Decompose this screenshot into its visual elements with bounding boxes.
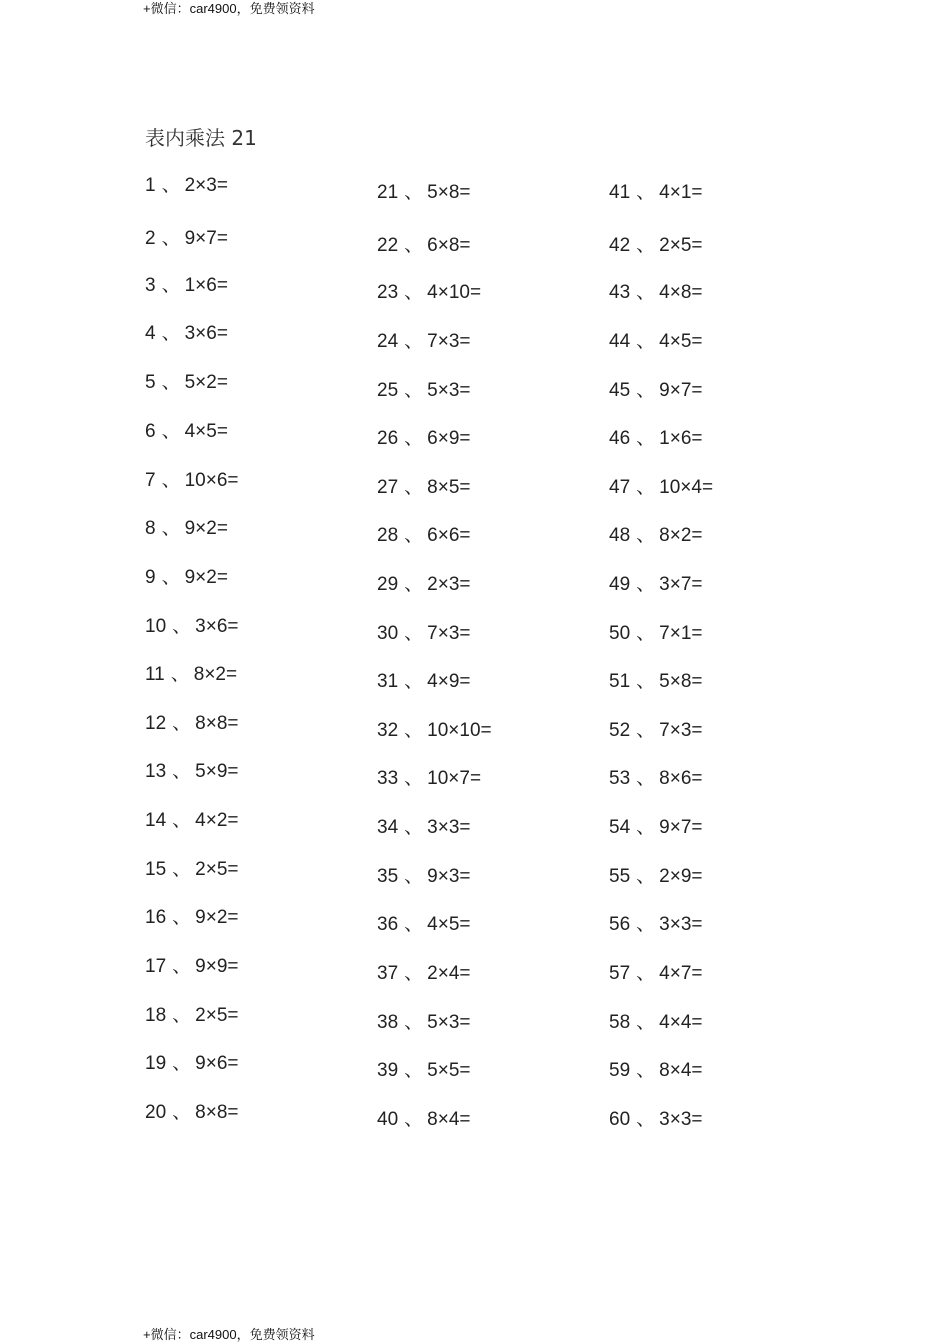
problem-item bbox=[145, 420, 228, 444]
problem-expression: 7×3= bbox=[427, 331, 471, 352]
problem-expression: 8×2= bbox=[193, 664, 238, 685]
problem-expression: 4×10= bbox=[427, 282, 482, 303]
problem-separator: 、 bbox=[404, 235, 424, 256]
problem-expression: 9×2= bbox=[184, 567, 228, 588]
problem-number: 41 bbox=[609, 182, 631, 203]
problem-separator: 、 bbox=[404, 380, 424, 401]
problem-separator: 、 bbox=[161, 228, 181, 249]
problem-item bbox=[145, 322, 228, 346]
problem-separator: 、 bbox=[636, 914, 656, 935]
problem-expression: 10×7= bbox=[427, 768, 482, 789]
problem-item bbox=[145, 371, 228, 395]
problem-item bbox=[377, 524, 470, 548]
problem-separator: 、 bbox=[161, 372, 181, 393]
problem-expression: 8×5= bbox=[427, 477, 471, 498]
problem-expression: 5×2= bbox=[184, 372, 228, 393]
problem-number: 58 bbox=[609, 1012, 631, 1033]
problem-expression: 2×9= bbox=[659, 866, 703, 887]
problem-number: 2 bbox=[145, 228, 156, 249]
problem-separator: 、 bbox=[161, 567, 181, 588]
watermark-footer: +微信：car4900，免费领资料 bbox=[143, 1327, 315, 1342]
problem-expression: 8×8= bbox=[195, 713, 239, 734]
problem-separator: 、 bbox=[170, 664, 190, 685]
problem-expression: 1×6= bbox=[184, 275, 228, 296]
problem-item bbox=[609, 816, 702, 840]
problem-number: 20 bbox=[145, 1102, 167, 1123]
problem-item bbox=[145, 274, 228, 298]
problem-separator: 、 bbox=[404, 914, 424, 935]
problem-item bbox=[377, 670, 470, 694]
problem-item bbox=[145, 760, 238, 784]
problem-separator: 、 bbox=[636, 963, 656, 984]
problem-number: 15 bbox=[145, 859, 167, 880]
problem-number: 28 bbox=[377, 525, 399, 546]
problem-number: 26 bbox=[377, 428, 399, 449]
problem-expression: 2×5= bbox=[195, 1005, 239, 1026]
problem-separator: 、 bbox=[161, 275, 181, 296]
problem-separator: 、 bbox=[172, 1005, 192, 1026]
problem-separator: 、 bbox=[636, 671, 656, 692]
problem-number: 38 bbox=[377, 1012, 399, 1033]
problem-expression: 4×9= bbox=[427, 671, 471, 692]
problem-separator: 、 bbox=[161, 470, 181, 491]
problem-separator: 、 bbox=[636, 768, 656, 789]
problem-expression: 3×3= bbox=[659, 914, 703, 935]
problem-number: 13 bbox=[145, 761, 167, 782]
problem-separator: 、 bbox=[404, 525, 424, 546]
problem-item bbox=[145, 227, 228, 251]
problem-separator: 、 bbox=[404, 817, 424, 838]
problem-item bbox=[609, 767, 702, 791]
problem-number: 49 bbox=[609, 574, 631, 595]
problem-expression: 8×8= bbox=[195, 1102, 239, 1123]
worksheet-title: 表内乘法 21 bbox=[145, 126, 257, 150]
problem-number: 24 bbox=[377, 331, 399, 352]
problem-number: 21 bbox=[377, 182, 399, 203]
problem-expression: 4×5= bbox=[427, 914, 471, 935]
problem-separator: 、 bbox=[636, 235, 656, 256]
problem-item bbox=[377, 573, 470, 597]
problem-item bbox=[609, 719, 702, 743]
problem-number: 18 bbox=[145, 1005, 167, 1026]
problem-item bbox=[145, 469, 239, 493]
problem-item bbox=[377, 816, 470, 840]
problem-item bbox=[609, 330, 702, 354]
problem-separator: 、 bbox=[172, 713, 192, 734]
problem-expression: 5×5= bbox=[427, 1060, 471, 1081]
problem-item bbox=[145, 712, 238, 736]
problem-expression: 3×3= bbox=[659, 1109, 703, 1130]
problem-separator: 、 bbox=[404, 331, 424, 352]
problem-number: 3 bbox=[145, 275, 156, 296]
problem-expression: 6×8= bbox=[427, 235, 471, 256]
problem-number: 51 bbox=[609, 671, 631, 692]
problem-number: 16 bbox=[145, 907, 167, 928]
problem-item bbox=[377, 913, 470, 937]
problem-number: 37 bbox=[377, 963, 399, 984]
problem-separator: 、 bbox=[404, 1012, 424, 1033]
problem-separator: 、 bbox=[636, 817, 656, 838]
problem-separator: 、 bbox=[161, 175, 181, 196]
problem-expression: 10×4= bbox=[659, 477, 714, 498]
problem-expression: 2×3= bbox=[427, 574, 471, 595]
problem-separator: 、 bbox=[404, 720, 424, 741]
problem-separator: 、 bbox=[636, 428, 656, 449]
problem-item bbox=[609, 181, 702, 205]
problem-expression: 9×7= bbox=[659, 380, 703, 401]
problem-separator: 、 bbox=[161, 323, 181, 344]
problem-separator: 、 bbox=[172, 1102, 192, 1123]
problem-separator: 、 bbox=[172, 956, 192, 977]
problem-separator: 、 bbox=[636, 525, 656, 546]
problem-item bbox=[145, 1004, 238, 1028]
problem-item bbox=[145, 809, 238, 833]
problem-item bbox=[609, 913, 702, 937]
problem-expression: 4×5= bbox=[659, 331, 703, 352]
problem-separator: 、 bbox=[172, 1053, 192, 1074]
problem-item bbox=[145, 663, 237, 687]
problem-item bbox=[609, 622, 702, 646]
problem-expression: 8×2= bbox=[659, 525, 703, 546]
problem-expression: 9×2= bbox=[195, 907, 239, 928]
problem-number: 45 bbox=[609, 380, 631, 401]
problem-expression: 2×5= bbox=[659, 235, 703, 256]
problem-number: 43 bbox=[609, 282, 631, 303]
problem-item bbox=[609, 1059, 702, 1083]
problem-separator: 、 bbox=[404, 182, 424, 203]
problem-expression: 8×4= bbox=[659, 1060, 703, 1081]
problem-item bbox=[377, 622, 470, 646]
problem-expression: 4×4= bbox=[659, 1012, 703, 1033]
problem-expression: 3×6= bbox=[195, 616, 239, 637]
problem-separator: 、 bbox=[636, 574, 656, 595]
problem-item bbox=[377, 234, 470, 258]
problem-number: 22 bbox=[377, 235, 399, 256]
problem-expression: 7×3= bbox=[659, 720, 703, 741]
problem-item bbox=[377, 865, 470, 889]
problem-number: 11 bbox=[145, 664, 165, 685]
problem-item bbox=[145, 517, 228, 541]
problem-item bbox=[145, 615, 238, 639]
problem-expression: 7×1= bbox=[659, 623, 703, 644]
problem-number: 33 bbox=[377, 768, 399, 789]
problem-number: 50 bbox=[609, 623, 631, 644]
problem-separator: 、 bbox=[404, 428, 424, 449]
problem-separator: 、 bbox=[636, 720, 656, 741]
problem-separator: 、 bbox=[404, 1109, 424, 1130]
problem-number: 60 bbox=[609, 1109, 631, 1130]
problem-number: 34 bbox=[377, 817, 399, 838]
problem-expression: 9×7= bbox=[184, 228, 228, 249]
problem-expression: 6×6= bbox=[427, 525, 471, 546]
problem-separator: 、 bbox=[636, 1109, 656, 1130]
problem-separator: 、 bbox=[636, 1012, 656, 1033]
problem-number: 53 bbox=[609, 768, 631, 789]
problem-number: 54 bbox=[609, 817, 631, 838]
problem-item bbox=[377, 181, 470, 205]
problem-item bbox=[145, 1052, 238, 1076]
problem-expression: 3×3= bbox=[427, 817, 471, 838]
problem-separator: 、 bbox=[404, 282, 424, 303]
problem-separator: 、 bbox=[636, 866, 656, 887]
problem-separator: 、 bbox=[636, 623, 656, 644]
problem-item bbox=[377, 719, 492, 743]
problem-separator: 、 bbox=[161, 421, 181, 442]
problem-separator: 、 bbox=[404, 866, 424, 887]
problem-item bbox=[609, 670, 702, 694]
problem-number: 39 bbox=[377, 1060, 399, 1081]
problem-expression: 5×9= bbox=[195, 761, 239, 782]
problem-expression: 7×3= bbox=[427, 623, 471, 644]
problem-item bbox=[377, 281, 481, 305]
problem-number: 52 bbox=[609, 720, 631, 741]
problem-item bbox=[145, 1101, 238, 1125]
problem-item bbox=[609, 524, 702, 548]
problem-separator: 、 bbox=[172, 907, 192, 928]
problem-number: 1 bbox=[145, 175, 156, 196]
problem-expression: 9×7= bbox=[659, 817, 703, 838]
problem-expression: 2×3= bbox=[184, 175, 228, 196]
problem-item bbox=[609, 234, 702, 258]
problem-item bbox=[609, 476, 713, 500]
problem-expression: 9×6= bbox=[195, 1053, 239, 1074]
problem-expression: 4×1= bbox=[659, 182, 703, 203]
problem-separator: 、 bbox=[636, 282, 656, 303]
problem-separator: 、 bbox=[404, 477, 424, 498]
problem-expression: 3×7= bbox=[659, 574, 703, 595]
problem-number: 30 bbox=[377, 623, 399, 644]
problem-number: 32 bbox=[377, 720, 399, 741]
problem-number: 19 bbox=[145, 1053, 167, 1074]
problem-number: 27 bbox=[377, 477, 399, 498]
problem-item bbox=[609, 1011, 702, 1035]
problem-number: 48 bbox=[609, 525, 631, 546]
problem-separator: 、 bbox=[636, 331, 656, 352]
problem-number: 8 bbox=[145, 518, 156, 539]
problem-expression: 1×6= bbox=[659, 428, 703, 449]
problem-number: 5 bbox=[145, 372, 156, 393]
problem-expression: 9×3= bbox=[427, 866, 471, 887]
problem-expression: 9×9= bbox=[195, 956, 239, 977]
problem-number: 47 bbox=[609, 477, 631, 498]
problem-number: 14 bbox=[145, 810, 167, 831]
problem-separator: 、 bbox=[404, 1060, 424, 1081]
problem-item bbox=[145, 858, 238, 882]
problem-separator: 、 bbox=[404, 623, 424, 644]
problem-item bbox=[377, 427, 470, 451]
problem-item bbox=[377, 379, 470, 403]
problem-item bbox=[377, 767, 481, 791]
problem-separator: 、 bbox=[172, 761, 192, 782]
problem-expression: 4×2= bbox=[195, 810, 239, 831]
problem-item bbox=[145, 566, 228, 590]
problem-item bbox=[145, 906, 238, 930]
problem-item bbox=[609, 1108, 702, 1132]
problem-expression: 10×10= bbox=[427, 720, 492, 741]
problem-number: 40 bbox=[377, 1109, 399, 1130]
problem-number: 7 bbox=[145, 470, 156, 491]
problem-number: 10 bbox=[145, 616, 167, 637]
problem-separator: 、 bbox=[172, 810, 192, 831]
problem-item bbox=[377, 1011, 470, 1035]
problem-number: 59 bbox=[609, 1060, 631, 1081]
problem-expression: 3×6= bbox=[184, 323, 228, 344]
problem-item bbox=[377, 330, 470, 354]
problem-expression: 6×9= bbox=[427, 428, 471, 449]
problem-item bbox=[377, 476, 470, 500]
problem-separator: 、 bbox=[636, 1060, 656, 1081]
problem-item bbox=[145, 955, 238, 979]
watermark-header: +微信：car4900，免费领资料 bbox=[143, 1, 315, 16]
problem-item bbox=[609, 573, 702, 597]
problem-item bbox=[609, 962, 702, 986]
problem-expression: 2×4= bbox=[427, 963, 471, 984]
problem-number: 56 bbox=[609, 914, 631, 935]
problem-expression: 4×5= bbox=[184, 421, 228, 442]
problem-number: 9 bbox=[145, 567, 156, 588]
problem-item bbox=[377, 1108, 470, 1132]
problem-separator: 、 bbox=[636, 477, 656, 498]
problem-number: 36 bbox=[377, 914, 399, 935]
problem-separator: 、 bbox=[404, 963, 424, 984]
problem-number: 4 bbox=[145, 323, 156, 344]
problem-item bbox=[145, 174, 228, 198]
problem-item bbox=[609, 427, 702, 451]
problem-expression: 5×8= bbox=[659, 671, 703, 692]
problem-separator: 、 bbox=[404, 574, 424, 595]
problem-expression: 8×6= bbox=[659, 768, 703, 789]
problem-item bbox=[609, 865, 702, 889]
problem-expression: 10×6= bbox=[184, 470, 239, 491]
problem-number: 12 bbox=[145, 713, 167, 734]
problem-separator: 、 bbox=[172, 859, 192, 880]
problem-number: 57 bbox=[609, 963, 631, 984]
problem-number: 25 bbox=[377, 380, 399, 401]
problem-item bbox=[377, 962, 470, 986]
problem-expression: 9×2= bbox=[184, 518, 228, 539]
problem-separator: 、 bbox=[636, 182, 656, 203]
problem-expression: 2×5= bbox=[195, 859, 239, 880]
problem-number: 31 bbox=[377, 671, 399, 692]
problem-expression: 4×8= bbox=[659, 282, 703, 303]
problem-number: 46 bbox=[609, 428, 631, 449]
problem-expression: 4×7= bbox=[659, 963, 703, 984]
problem-item bbox=[609, 379, 702, 403]
problem-separator: 、 bbox=[404, 671, 424, 692]
problem-number: 35 bbox=[377, 866, 399, 887]
problem-expression: 5×8= bbox=[427, 182, 471, 203]
problem-number: 29 bbox=[377, 574, 399, 595]
problem-number: 55 bbox=[609, 866, 631, 887]
problem-expression: 8×4= bbox=[427, 1109, 471, 1130]
problem-separator: 、 bbox=[161, 518, 181, 539]
problem-number: 44 bbox=[609, 331, 631, 352]
problem-number: 17 bbox=[145, 956, 167, 977]
problem-separator: 、 bbox=[636, 380, 656, 401]
problem-separator: 、 bbox=[172, 616, 192, 637]
problem-separator: 、 bbox=[404, 768, 424, 789]
problem-number: 23 bbox=[377, 282, 399, 303]
problem-expression: 5×3= bbox=[427, 380, 471, 401]
problem-number: 6 bbox=[145, 421, 156, 442]
problem-item bbox=[609, 281, 702, 305]
problem-expression: 5×3= bbox=[427, 1012, 471, 1033]
problem-item bbox=[377, 1059, 470, 1083]
problem-number: 42 bbox=[609, 235, 631, 256]
